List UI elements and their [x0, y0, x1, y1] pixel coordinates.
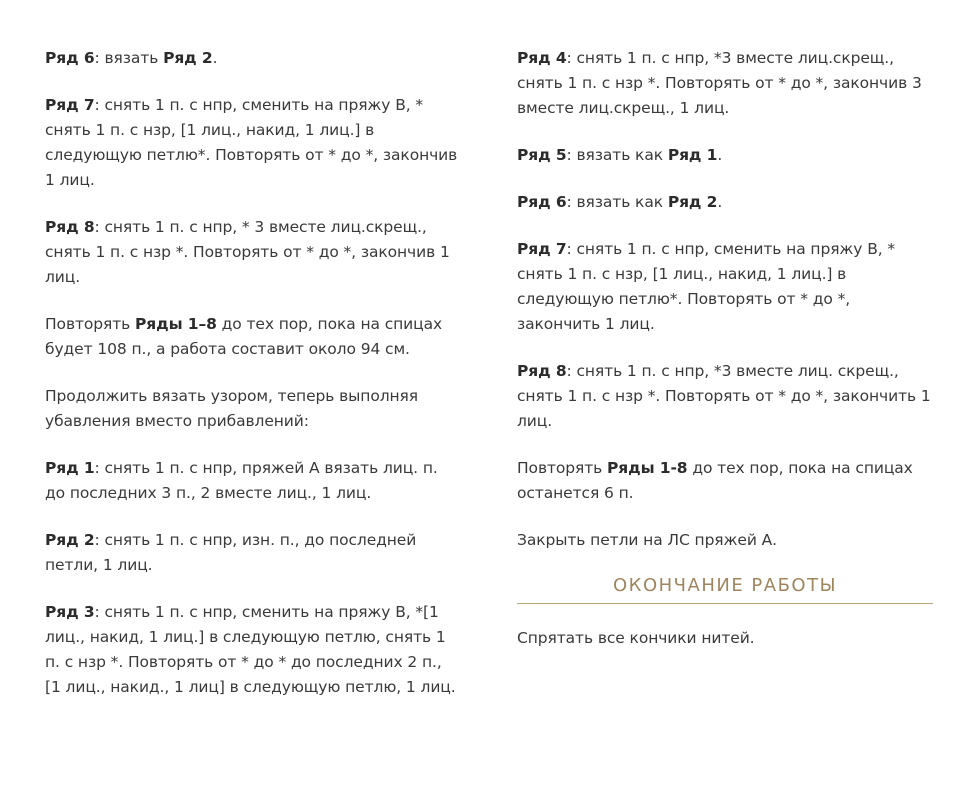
weave-in-ends-instruction: Спрятать все кончики нитей.: [517, 629, 755, 647]
repeat-decrease-rows-instruction: Повторять Ряды 1-8 до тех пор, пока на спицах останется 6 п.: [517, 459, 913, 502]
row-8-instruction: Ряд 8: снять 1 п. с нпр, * 3 вместе лиц.скрещ., снять 1 п. с нзр *. Повторять от * до *, закончив 1 лиц.: [45, 218, 450, 286]
continue-pattern-paragraph: Продолжить вязать узором, теперь выполняя убавления вместо прибавлений:: [45, 387, 418, 430]
finishing-section-heading: ОКОНЧАНИЕ РАБОТЫ: [517, 575, 933, 604]
decrease-row-7-instruction: Ряд 7: снять 1 п. с нпр, сменить на пряжу В, * снять 1 п. с нзр, [1 лиц., накид, 1 лиц.] в следующую петлю*. Повторять от * до *, закончить 1 лиц.: [517, 240, 896, 333]
row-6-instruction: Ряд 6: вязать Ряд 2.: [45, 49, 218, 67]
decrease-row-5-instruction: Ряд 5: вязать как Ряд 1.: [517, 146, 723, 164]
bind-off-instruction: Закрыть петли на ЛС пряжей А.: [517, 531, 777, 549]
decrease-row-8-instruction: Ряд 8: снять 1 п. с нпр, *3 вместе лиц. скрещ., снять 1 п. с нзр *. Повторять от * до *, закончить 1 лиц.: [517, 362, 931, 430]
decrease-row-2-instruction: Ряд 2: снять 1 п. с нпр, изн. п., до последней петли, 1 лиц.: [45, 531, 417, 574]
right-column: [517, 46, 933, 673]
decrease-row-1-instruction: Ряд 1: снять 1 п. с нпр, пряжей А вязать лиц. п. до последних 3 п., 2 вместе лиц., 1 лиц.: [45, 459, 438, 502]
decrease-row-6-instruction: Ряд 6: вязать как Ряд 2.: [517, 193, 723, 211]
repeat-rows-instruction: Повторять Ряды 1–8 до тех пор, пока на спицах будет 108 п., а работа составит около 94 см.: [45, 315, 443, 358]
row-7-instruction: Ряд 7: снять 1 п. с нпр, сменить на пряжу В, * снять 1 п. с нзр, [1 лиц., накид, 1 лиц.] в следующую петлю*. Повторять от * до *, закончив 1 лиц.: [45, 96, 458, 189]
decrease-row-3-instruction: Ряд 3: снять 1 п. с нпр, сменить на пряжу В, *[1 лиц., накид, 1 лиц.] в следующую петлю, снять 1 п. с нзр *. Повторять от * до * до последних 2 п., [1 лиц., накид., 1 лиц] в следующую петлю, 1 лиц.: [45, 603, 456, 696]
left-column: [45, 46, 460, 722]
decrease-row-4-instruction: Ряд 4: снять 1 п. с нпр, *3 вместе лиц.скрещ., снять 1 п. с нзр *. Повторять от * до *, закончив 3 вместе лиц.скрещ., 1 лиц.: [517, 49, 922, 117]
